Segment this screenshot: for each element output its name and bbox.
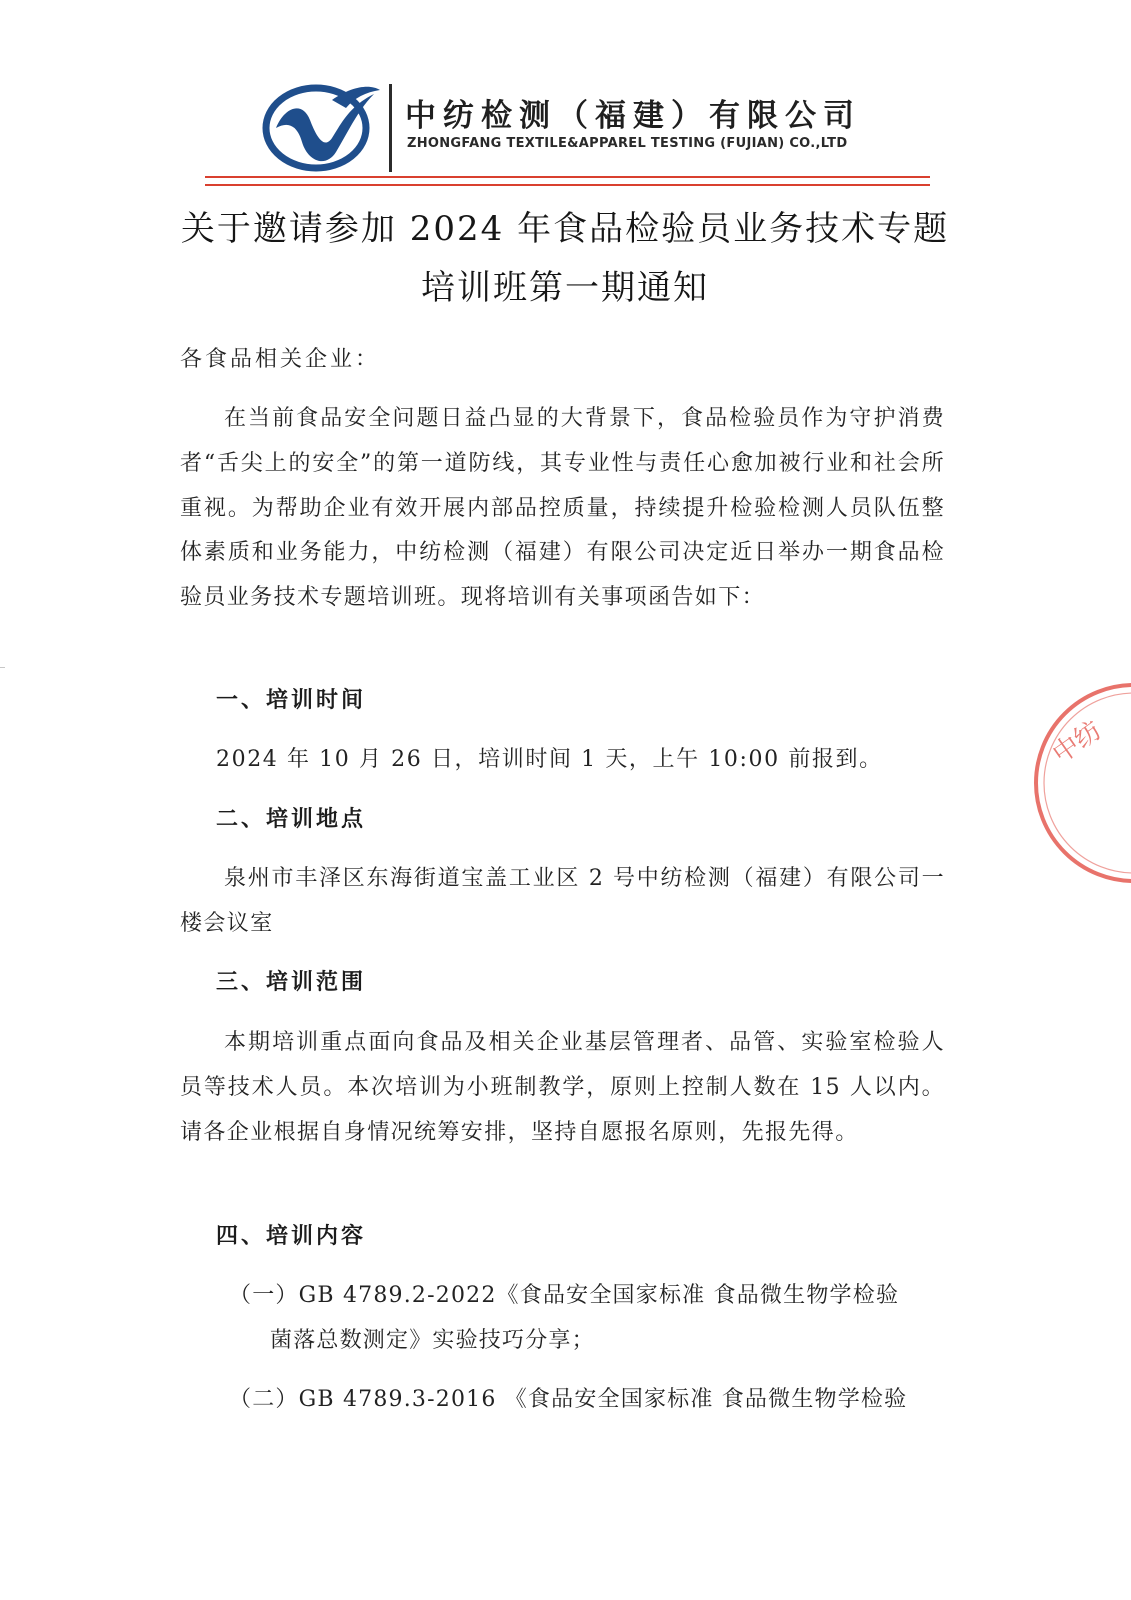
section-heading-scope: 三、培训范围	[216, 970, 367, 995]
document-title-line2: 培训班第一期通知	[421, 268, 709, 308]
company-name-en: ZHONGFANG TEXTILE&APPAREL TESTING (FUJIAN) CO.,LTD	[407, 136, 848, 151]
section-heading-content: 四、培训内容	[216, 1224, 367, 1249]
content-item-2-number: （二）	[229, 1387, 299, 1412]
letterhead-divider	[389, 84, 392, 172]
company-name-cn: 中纺检测（福建）有限公司	[405, 98, 861, 134]
training-time-text: 2024 年 10 月 26 日，培训时间 1 天，上午 10:00 前报到。	[216, 747, 883, 772]
section-heading-time: 一、培训时间	[216, 688, 367, 713]
section-heading-location: 二、培训地点	[216, 807, 367, 832]
training-scope-text: 本期培训重点面向食品及相关企业基层管理者、品管、实验室检验人员等技术人员。本次培训为小班制教学，原则上控制人数在 15 人以内。请各企业根据自身情况统筹安排，坚持自愿报名原则，先报先得。	[180, 1030, 945, 1145]
content-item-1-number: （一）	[229, 1283, 299, 1308]
salutation: 各食品相关企业：	[180, 347, 381, 372]
letterhead-rule-bottom	[205, 184, 930, 186]
intro-paragraph: 在当前食品安全问题日益凸显的大背景下，食品检验员作为守护消费者“舌尖上的安全”的第一道防线，其专业性与责任心愈加被行业和社会所重视。为帮助企业有效开展内部品控质量，持续提升检验检测人员队伍整体素质和业务能力，中纺检测（福建）有限公司决定近日举办一期食品检验员业务技术专题培训班。现将培训有关事项函告如下：	[180, 406, 945, 611]
content-item-1-line1: GB 4789.2-2022《食品安全国家标准 食品微生物学检验	[298, 1283, 900, 1308]
svg-text:中纺: 中纺	[1047, 715, 1108, 770]
content-item-2-line1: GB 4789.3-2016 《食品安全国家标准 食品微生物学检验	[298, 1387, 908, 1412]
document-title-line1: 关于邀请参加 2024 年食品检验员业务技术专题	[180, 209, 950, 249]
training-location-text: 泉州市丰泽区东海街道宝盖工业区 2 号中纺检测（福建）有限公司一楼会议室	[180, 866, 945, 936]
zhongfang-logo-icon	[262, 80, 382, 172]
content-item-1	[229, 1274, 945, 1364]
company-seal-stamp	[1022, 676, 1131, 890]
content-item-1-line2: 菌落总数测定》实验技巧分享；	[270, 1327, 595, 1353]
scan-edge-mark	[0, 667, 5, 668]
letterhead-rule-top	[205, 176, 930, 178]
content-item-2	[229, 1378, 945, 1423]
